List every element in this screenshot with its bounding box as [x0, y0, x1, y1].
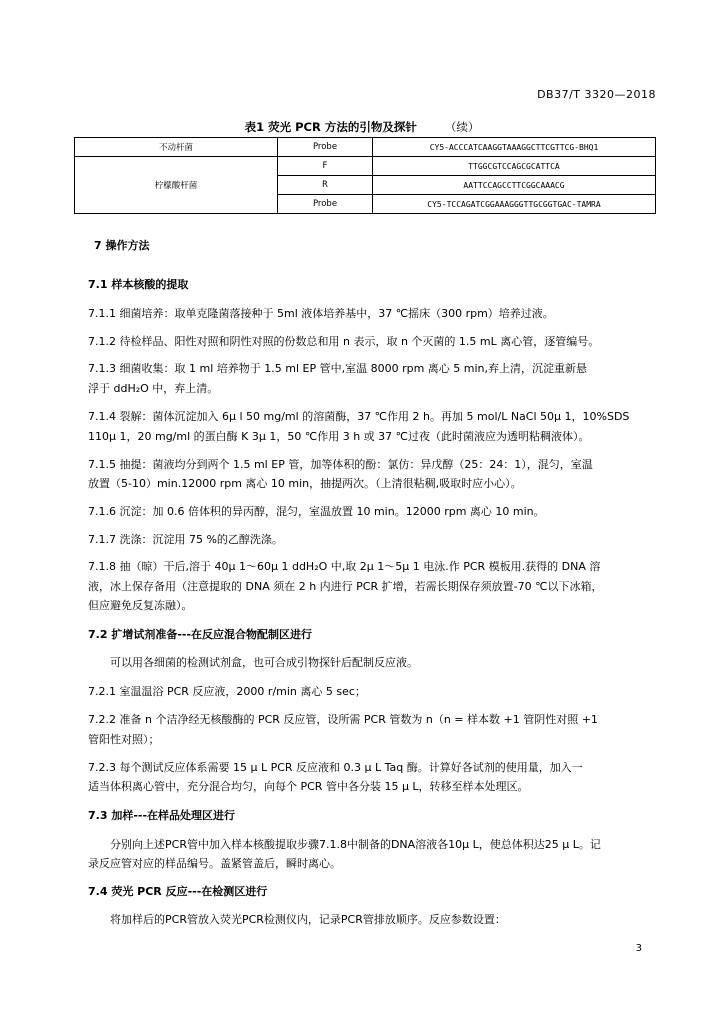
table-row	[75, 138, 656, 157]
clause-7-1-4-line2: 110μ 1，20 mg/ml 的蛋白酶 K 3μ 1，50 ℃作用 3 h 或 37 ℃过夜（此时菌液应为透明粘稠液体）。	[88, 430, 590, 443]
section-7-2-paragraph: 可以用各细菌的检测试剂盒，也可合成引物探针后配制反应液。	[110, 656, 418, 669]
table-row	[75, 157, 656, 176]
clause-7-1-2: 7.1.2 待检样品、阳性对照和阴性对照的份数总和用 n 表示，取 n 个灭菌的 1.5 mL 离心管，逐管编号。	[88, 335, 600, 348]
clause-7-2-1: 7.2.1 室温温浴 PCR 反应液，2000 r/min 离心 5 sec；	[88, 685, 366, 698]
table-title-text: 表1 荧光 PCR 方法的引物及探针	[244, 120, 417, 134]
section-7-1-heading: 7.1 样本核酸的提取	[88, 278, 189, 291]
table-title	[0, 119, 724, 135]
type-cell: R	[278, 176, 373, 195]
clause-7-1-8-line3: 但应避免反复冻融）。	[88, 599, 193, 612]
clause-7-2-2-line1: 7.2.2 准备 n 个洁净经无核酸酶的 PCR 反应管，设所需 PCR 管数为 n（n = 样本数 +1 管阴性对照 +1	[88, 713, 598, 726]
sequence-cell: CY5-TCCAGATCGGAAAGGGTTGCGGTGAC-TAMRA	[373, 195, 656, 214]
clause-7-2-3-line1: 7.2.3 每个测试反应体系需要 15 μ L PCR 反应液和 0.3 μ L Taq 酶。计算好各试剂的使用量，加入一	[88, 761, 583, 774]
type-cell: Probe	[278, 138, 373, 157]
clause-7-1-3-line2: 浮于 ddH₂O 中，弃上清。	[88, 382, 219, 395]
clause-7-1-8-line1: 7.1.8 抽（晾）干后,溶于 40μ 1～60μ 1 ddH₂O 中,取 2μ 1～5μ 1 电泳.作 PCR 模板用.获得的 DNA 溶	[88, 560, 601, 573]
type-cell: Probe	[278, 195, 373, 214]
section-7-3-paragraph-line1: 分别向上述PCR管中加入样本核酸提取步骤7.1.8中制备的DNA溶液各10μ L，使总体积达25 μ L。记	[110, 838, 601, 851]
clause-7-1-8-line2: 液，冰上保存备用（注意提取的 DNA 须在 2 h 内进行 PCR 扩增，若需长期保存须放置-70 ℃以下冰箱，	[88, 580, 603, 593]
page-number: 3	[635, 943, 642, 954]
clause-7-1-4-line1: 7.1.4 裂解：菌体沉淀加入 6μ l 50 mg/ml 的溶菌酶，37 ℃作用 2 h。再加 5 mol/L NaCl 50μ 1，10%SDS	[88, 410, 630, 423]
sequence-cell: TTGGCGTCCAGCGCATTCA	[373, 157, 656, 176]
primer-probe-table	[74, 137, 656, 214]
section-7-2-heading: 7.2 扩增试剂准备---在反应混合物配制区进行	[88, 628, 313, 641]
table-continued-label: （续）	[444, 120, 480, 134]
section-7-4-paragraph: 将加样后的PCR管放入荧光PCR检测仪内，记录PCR管排放顺序。反应参数设置：	[110, 913, 506, 926]
section-7-3-heading: 7.3 加样---在样品处理区进行	[88, 809, 236, 822]
sequence-cell: AATTCCAGCCTTCGGCAAACG	[373, 176, 656, 195]
clause-7-1-5-line1: 7.1.5 抽提：菌液均分到两个 1.5 ml EP 管，加等体积的酚：氯仿：异戊醇（25：24：1），混匀，室温	[88, 458, 593, 471]
standard-code: DB37/T 3320—2018	[537, 88, 656, 101]
section-7-heading: 7 操作方法	[94, 239, 150, 252]
clause-7-1-5-line2: 放置（5-10）min.12000 rpm 离心 10 min，抽提两次。（上清很粘稠,吸取时应小心）。	[88, 477, 522, 490]
clause-7-1-7: 7.1.7 洗涤：沉淀用 75 %的乙醇洗涤。	[88, 533, 283, 546]
organism-cell: 柠檬酸杆菌	[75, 157, 278, 214]
clause-7-2-3-line2: 适当体积离心管中，充分混合均匀，向每个 PCR 管中各分装 15 μ L，转移至样本处理区。	[88, 780, 529, 793]
section-7-3-paragraph-line2: 录反应管对应的样品编号。盖紧管盖后，瞬时离心。	[88, 857, 341, 870]
clause-7-1-1: 7.1.1 细菌培养：取单克隆菌落接种于 5ml 液体培养基中，37 ℃摇床（300 rpm）培养过液。	[88, 307, 554, 320]
sequence-cell: CY5-ACCCATCAAGGTAAAGGCTTCGTTCG-BHQ1	[373, 138, 656, 157]
clause-7-2-2-line2: 管阳性对照）；	[88, 733, 160, 746]
clause-7-1-6: 7.1.6 沉淀：加 0.6 倍体积的异丙醇，混匀，室温放置 10 min。12000 rpm 离心 10 min。	[88, 505, 545, 518]
type-cell: F	[278, 157, 373, 176]
clause-7-1-3-line1: 7.1.3 细菌收集：取 1 ml 培养物于 1.5 ml EP 管中,室温 8000 rpm 离心 5 min,弃上清，沉淀重新悬	[88, 362, 588, 375]
section-7-4-heading: 7.4 荧光 PCR 反应---在检测区进行	[88, 885, 268, 898]
organism-cell: 不动杆菌	[75, 138, 278, 157]
